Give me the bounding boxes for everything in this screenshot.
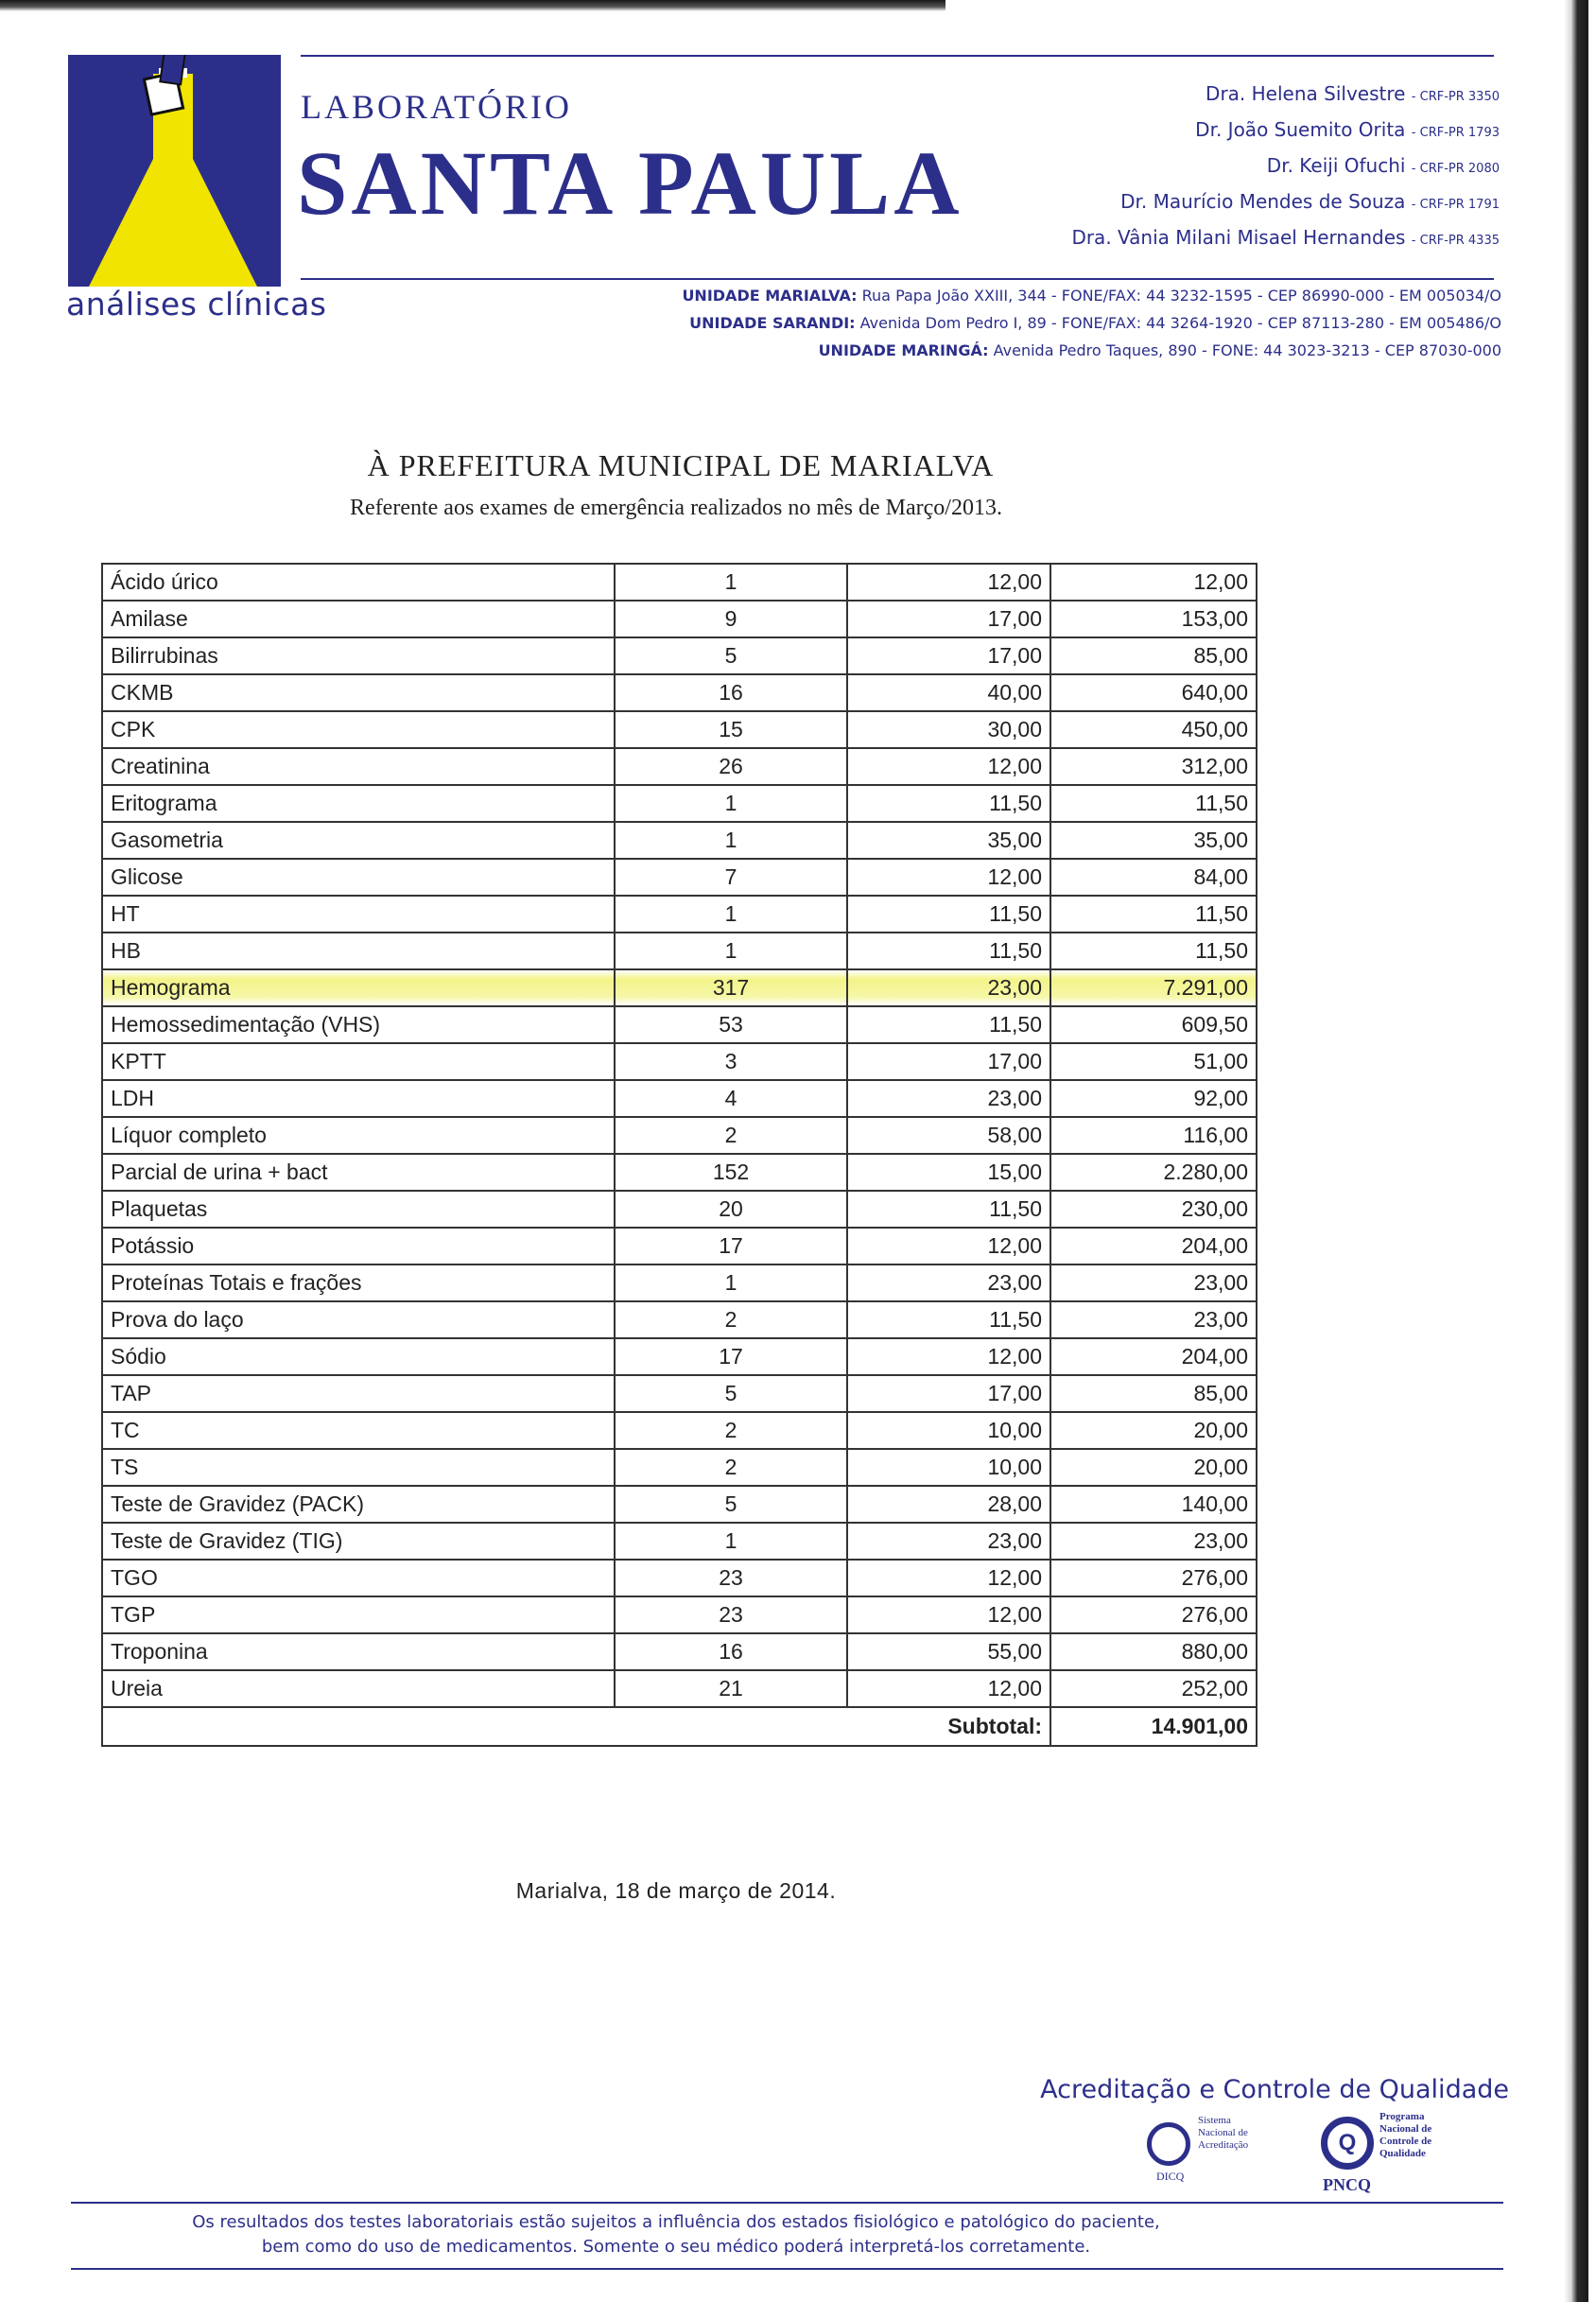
exam-name: Teste de Gravidez (PACK) [102, 1486, 615, 1523]
header-rule-bottom [301, 278, 1494, 280]
exam-name: CKMB [102, 674, 615, 711]
table-row [102, 1412, 1257, 1449]
exam-name: Sódio [102, 1338, 615, 1375]
table-row [102, 748, 1257, 785]
exam-quantity: 1 [615, 785, 847, 822]
exam-name: Eritograma [102, 785, 615, 822]
doctors-list [1071, 78, 1500, 257]
lab-tagline: análises clínicas [66, 286, 327, 323]
pncq-seal [1321, 2111, 1463, 2196]
exam-unit-price: 28,00 [847, 1486, 1050, 1523]
exam-total: 7.291,00 [1050, 969, 1257, 1006]
doctor-crf: - CRF-PR 2080 [1411, 162, 1500, 176]
table-row [102, 1228, 1257, 1264]
unit-address [682, 282, 1501, 309]
exam-unit-price: 12,00 [847, 1228, 1050, 1264]
exam-total: 153,00 [1050, 601, 1257, 637]
exam-name: Parcial de urina + bact [102, 1154, 615, 1191]
footer-rule-top [71, 2202, 1503, 2204]
exam-unit-price: 15,00 [847, 1154, 1050, 1191]
exam-unit-price: 58,00 [847, 1117, 1050, 1154]
doctor-crf: - CRF-PR 3350 [1411, 90, 1500, 104]
exam-unit-price: 17,00 [847, 601, 1050, 637]
exam-unit-price: 12,00 [847, 1338, 1050, 1375]
exam-unit-price: 10,00 [847, 1449, 1050, 1486]
exam-unit-price: 12,00 [847, 748, 1050, 785]
exam-total: 85,00 [1050, 637, 1257, 674]
doctor-name: Dr. João Suemito Orita [1195, 118, 1406, 141]
exam-quantity: 4 [615, 1080, 847, 1117]
disclaimer-line-2: bem como do uso de medicamentos. Somente o seu médico poderá interpretá-los corretamente. [261, 2237, 1091, 2257]
table-row [102, 637, 1257, 674]
exam-quantity: 15 [615, 711, 847, 748]
footer-rule-bottom [71, 2268, 1503, 2270]
exam-total: 276,00 [1050, 1560, 1257, 1596]
exam-quantity: 1 [615, 896, 847, 933]
table-row [102, 896, 1257, 933]
accreditation-heading: Acreditação e Controle de Qualidade [1040, 2075, 1509, 2104]
subtotal-row [102, 1707, 1257, 1746]
exam-unit-price: 11,50 [847, 785, 1050, 822]
units-list [682, 282, 1501, 364]
doctor-name: Dra. Helena Silvestre [1206, 82, 1406, 105]
exam-unit-price: 17,00 [847, 1375, 1050, 1412]
doctor-entry [1071, 149, 1500, 185]
doctor-crf: - CRF-PR 4335 [1411, 234, 1500, 248]
lab-name: SANTA PAULA [297, 132, 963, 234]
exam-total: 92,00 [1050, 1080, 1257, 1117]
exam-name: Ureia [102, 1670, 615, 1707]
unit-label: UNIDADE MARIALVA: [682, 287, 858, 305]
unit-label: UNIDADE MARINGÁ: [818, 341, 989, 359]
exam-quantity: 16 [615, 674, 847, 711]
table-row [102, 969, 1257, 1006]
pncq-text: Programa Nacional de Controle de Qualidade [1379, 2111, 1432, 2159]
exam-total: 85,00 [1050, 1375, 1257, 1412]
exam-total: 84,00 [1050, 859, 1257, 896]
exam-unit-price: 23,00 [847, 969, 1050, 1006]
unit-address [682, 337, 1501, 364]
exam-total: 11,50 [1050, 785, 1257, 822]
exam-quantity: 16 [615, 1633, 847, 1670]
pncq-label: PNCQ [1323, 2175, 1371, 2194]
exam-unit-price: 55,00 [847, 1633, 1050, 1670]
dicq-label: DICQ [1156, 2170, 1185, 2183]
table-row [102, 859, 1257, 896]
exam-total: 640,00 [1050, 674, 1257, 711]
table-row [102, 933, 1257, 969]
document-title: À PREFEITURA MUNICIPAL DE MARIALVA [367, 448, 995, 482]
unit-text: Rua Papa João XXIII, 344 - FONE/FAX: 44 3232-1595 - CEP 86990-000 - EM 005034/O [861, 287, 1501, 305]
exam-total: 51,00 [1050, 1043, 1257, 1080]
exam-quantity: 5 [615, 637, 847, 674]
exam-quantity: 2 [615, 1301, 847, 1338]
table-row [102, 785, 1257, 822]
exam-name: TS [102, 1449, 615, 1486]
exam-name: Creatinina [102, 748, 615, 785]
exam-unit-price: 11,50 [847, 1191, 1050, 1228]
unit-address [682, 309, 1501, 337]
exam-unit-price: 40,00 [847, 674, 1050, 711]
exam-name: Plaquetas [102, 1191, 615, 1228]
exam-total: 609,50 [1050, 1006, 1257, 1043]
exam-name: Prova do laço [102, 1301, 615, 1338]
table-row [102, 1338, 1257, 1375]
exam-total: 450,00 [1050, 711, 1257, 748]
exam-quantity: 26 [615, 748, 847, 785]
table-row [102, 1264, 1257, 1301]
exam-unit-price: 23,00 [847, 1523, 1050, 1560]
exam-total: 20,00 [1050, 1449, 1257, 1486]
exam-quantity: 23 [615, 1596, 847, 1633]
exam-total: 312,00 [1050, 748, 1257, 785]
subtotal-label: Subtotal: [847, 1707, 1050, 1746]
exam-unit-price: 23,00 [847, 1080, 1050, 1117]
scan-right-edge [1564, 0, 1588, 2302]
exam-total: 11,50 [1050, 896, 1257, 933]
exam-total: 204,00 [1050, 1338, 1257, 1375]
exam-name: Proteínas Totais e frações [102, 1264, 615, 1301]
table-row [102, 1670, 1257, 1707]
flask-logo-icon [68, 55, 281, 287]
table-row [102, 1301, 1257, 1338]
exam-quantity: 2 [615, 1449, 847, 1486]
exams-table [101, 563, 1258, 1747]
doctor-entry [1071, 113, 1500, 149]
exam-name: Teste de Gravidez (TIG) [102, 1523, 615, 1560]
doctor-name: Dr. Maurício Mendes de Souza [1120, 190, 1406, 213]
disclaimer [0, 2210, 1352, 2259]
exam-total: 20,00 [1050, 1412, 1257, 1449]
doctor-entry [1071, 185, 1500, 221]
table-row [102, 1006, 1257, 1043]
exam-name: Líquor completo [102, 1117, 615, 1154]
exam-unit-price: 35,00 [847, 822, 1050, 859]
lab-logo [68, 55, 281, 287]
exam-name: Troponina [102, 1633, 615, 1670]
subtotal-blank [102, 1707, 615, 1746]
dicq-seal [1147, 2111, 1270, 2187]
table-row [102, 822, 1257, 859]
exam-quantity: 17 [615, 1338, 847, 1375]
table-row [102, 1596, 1257, 1633]
exam-quantity: 23 [615, 1560, 847, 1596]
exam-name: HT [102, 896, 615, 933]
dicq-logo-icon [1147, 2122, 1190, 2166]
exam-name: Potássio [102, 1228, 615, 1264]
table-row [102, 711, 1257, 748]
exam-unit-price: 11,50 [847, 933, 1050, 969]
exam-quantity: 20 [615, 1191, 847, 1228]
table-row [102, 1191, 1257, 1228]
table-row [102, 1154, 1257, 1191]
doctor-crf: - CRF-PR 1793 [1411, 126, 1500, 140]
exam-total: 2.280,00 [1050, 1154, 1257, 1191]
exam-unit-price: 11,50 [847, 1006, 1050, 1043]
exam-name: Amilase [102, 601, 615, 637]
exam-unit-price: 12,00 [847, 1670, 1050, 1707]
table-row [102, 674, 1257, 711]
exam-quantity: 5 [615, 1486, 847, 1523]
disclaimer-line-1: Os resultados dos testes laboratoriais estão sujeitos a influência dos estados fisiológico e patológico do paciente, [192, 2212, 1160, 2232]
exam-total: 204,00 [1050, 1228, 1257, 1264]
exam-name: HB [102, 933, 615, 969]
exam-total: 276,00 [1050, 1596, 1257, 1633]
exam-name: CPK [102, 711, 615, 748]
exam-unit-price: 11,50 [847, 1301, 1050, 1338]
exam-total: 140,00 [1050, 1486, 1257, 1523]
table-row [102, 1375, 1257, 1412]
exam-total: 116,00 [1050, 1117, 1257, 1154]
exam-quantity: 1 [615, 564, 847, 601]
exam-quantity: 2 [615, 1117, 847, 1154]
place-date: Marialva, 18 de março de 2014. [515, 1878, 837, 1903]
exam-total: 35,00 [1050, 822, 1257, 859]
exam-quantity: 1 [615, 1523, 847, 1560]
exam-quantity: 317 [615, 969, 847, 1006]
exam-total: 23,00 [1050, 1523, 1257, 1560]
doctor-name: Dra. Vânia Milani Misael Hernandes [1071, 226, 1406, 249]
exam-quantity: 9 [615, 601, 847, 637]
header-rule-top [301, 55, 1494, 57]
exam-name: KPTT [102, 1043, 615, 1080]
exam-quantity: 17 [615, 1228, 847, 1264]
exam-total: 12,00 [1050, 564, 1257, 601]
exam-quantity: 7 [615, 859, 847, 896]
exam-unit-price: 23,00 [847, 1264, 1050, 1301]
exam-unit-price: 12,00 [847, 1560, 1050, 1596]
exam-quantity: 3 [615, 1043, 847, 1080]
table-row [102, 1560, 1257, 1596]
doctor-name: Dr. Keiji Ofuchi [1266, 154, 1406, 177]
table-row [102, 1117, 1257, 1154]
unit-label: UNIDADE SARANDI: [689, 314, 856, 332]
exam-quantity: 53 [615, 1006, 847, 1043]
dicq-text: Sistema Nacional de Acreditação [1198, 2115, 1249, 2151]
exam-name: Hemograma [102, 969, 615, 1006]
scan-top-edge [0, 0, 945, 11]
lab-label: LABORATÓRIO [301, 88, 573, 126]
pncq-logo-icon: Q [1321, 2117, 1374, 2170]
doctor-entry [1071, 78, 1500, 113]
table-row [102, 1486, 1257, 1523]
exam-total: 11,50 [1050, 933, 1257, 969]
unit-text: Avenida Pedro Taques, 890 - FONE: 44 3023-3213 - CEP 87030-000 [993, 341, 1501, 359]
exam-unit-price: 17,00 [847, 1043, 1050, 1080]
exam-unit-price: 30,00 [847, 711, 1050, 748]
table-row [102, 1080, 1257, 1117]
subtotal-blank [615, 1707, 847, 1746]
exam-name: Glicose [102, 859, 615, 896]
exam-name: Gasometria [102, 822, 615, 859]
document-subtitle: Referente aos exames de emergência realizados no mês de Março/2013. [350, 496, 1002, 520]
doctor-entry [1071, 221, 1500, 257]
subtotal-value: 14.901,00 [1050, 1707, 1257, 1746]
exam-unit-price: 12,00 [847, 1596, 1050, 1633]
exam-name: TGO [102, 1560, 615, 1596]
exam-name: TAP [102, 1375, 615, 1412]
exam-total: 230,00 [1050, 1191, 1257, 1228]
exam-name: TGP [102, 1596, 615, 1633]
exam-unit-price: 12,00 [847, 564, 1050, 601]
exam-quantity: 21 [615, 1670, 847, 1707]
table-row [102, 1449, 1257, 1486]
table-row [102, 564, 1257, 601]
exam-unit-price: 17,00 [847, 637, 1050, 674]
exam-unit-price: 10,00 [847, 1412, 1050, 1449]
exam-total: 880,00 [1050, 1633, 1257, 1670]
exam-name: LDH [102, 1080, 615, 1117]
unit-text: Avenida Dom Pedro I, 89 - FONE/FAX: 44 3264-1920 - CEP 87113-280 - EM 005486/O [859, 314, 1501, 332]
exam-quantity: 1 [615, 822, 847, 859]
doctor-crf: - CRF-PR 1791 [1411, 198, 1500, 212]
exam-name: Bilirrubinas [102, 637, 615, 674]
table-row [102, 601, 1257, 637]
exam-quantity: 5 [615, 1375, 847, 1412]
exam-name: TC [102, 1412, 615, 1449]
exam-quantity: 2 [615, 1412, 847, 1449]
exam-total: 23,00 [1050, 1264, 1257, 1301]
exam-total: 252,00 [1050, 1670, 1257, 1707]
exam-unit-price: 12,00 [847, 859, 1050, 896]
exam-quantity: 1 [615, 933, 847, 969]
table-row [102, 1633, 1257, 1670]
exam-unit-price: 11,50 [847, 896, 1050, 933]
exam-total: 23,00 [1050, 1301, 1257, 1338]
exam-name: Ácido úrico [102, 564, 615, 601]
table-row [102, 1523, 1257, 1560]
exam-quantity: 1 [615, 1264, 847, 1301]
table-row [102, 1043, 1257, 1080]
exam-quantity: 152 [615, 1154, 847, 1191]
exam-name: Hemossedimentação (VHS) [102, 1006, 615, 1043]
